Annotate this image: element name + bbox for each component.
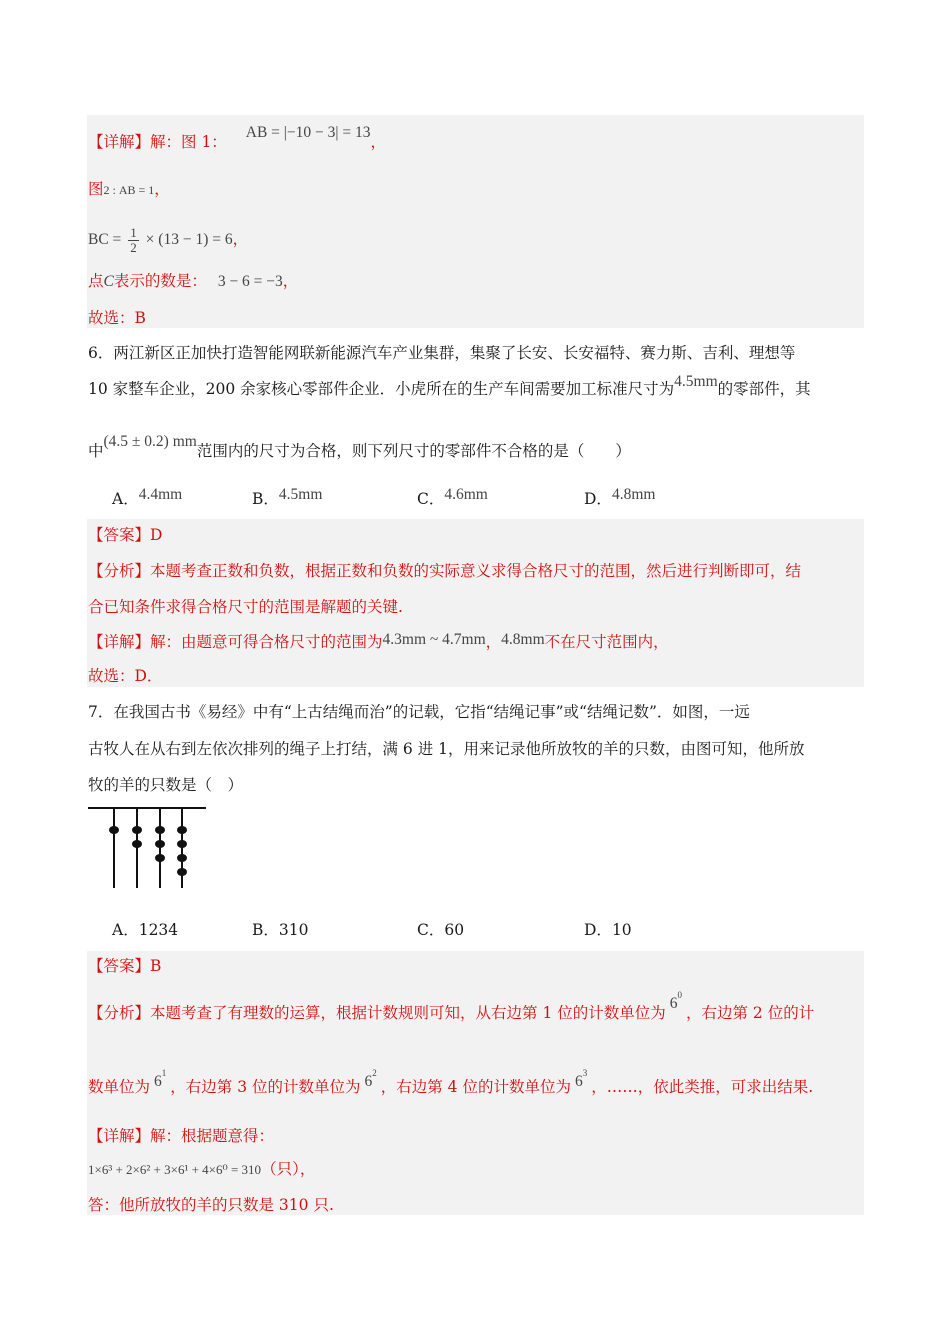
- fig2-math: 2 : AB = 1: [103, 183, 155, 197]
- pow-exp: 3: [582, 1068, 588, 1078]
- q7-analysis-line1: [88, 990, 815, 1025]
- q5-fig2-line: [88, 179, 170, 200]
- bc-right: × (13 − 1) = 6: [145, 231, 233, 248]
- bc-left: BC =: [88, 231, 122, 248]
- q6-analysis-line1: [88, 561, 801, 581]
- q6-line3-b: 范围内的尺寸为合格，则下列尺寸的零部件不合格的是（ ）: [196, 442, 631, 460]
- analysis-e: ，右边第 4 位的计数单位为: [380, 1078, 571, 1096]
- pow-base: 6: [669, 995, 678, 1012]
- option-value: 4.4mm: [138, 486, 183, 503]
- detail-math1: 4.3mm ~ 4.7mm: [382, 631, 486, 648]
- option-value: 60: [444, 921, 465, 939]
- option-value: 310: [278, 921, 309, 939]
- q6-option-a[interactable]: [112, 486, 183, 510]
- q6-option-c[interactable]: [417, 486, 488, 510]
- option-label: C．: [417, 490, 445, 508]
- knot: [132, 840, 142, 848]
- q5-bc-line: [88, 222, 248, 257]
- bc-suffix: ，: [232, 230, 249, 248]
- q5-choice: 故选：B: [88, 309, 146, 327]
- pow-6-3: [574, 1068, 588, 1090]
- detail-text: 解：根据题意得：: [150, 1127, 275, 1145]
- pow-base: 6: [154, 1073, 162, 1090]
- q6-line3: [88, 433, 631, 462]
- fig2-suffix: ，: [154, 180, 170, 198]
- pow-base: 6: [364, 1073, 373, 1090]
- comma: ，: [370, 133, 386, 151]
- option-label: B．: [252, 921, 279, 939]
- detail-comma: ，: [485, 633, 502, 651]
- knot: [155, 826, 165, 834]
- knot: [177, 868, 187, 876]
- pow-exp: 0: [677, 990, 682, 1000]
- knot: [177, 854, 187, 862]
- q6-line3-a: 中: [88, 442, 104, 460]
- bc-den: 2: [130, 239, 137, 255]
- knot: [155, 840, 165, 848]
- pow-6-1: [154, 1068, 167, 1090]
- option-value: 1234: [138, 921, 179, 939]
- q7-conclusion: 答：他所放牧的羊的只数是 310 只.: [88, 1196, 334, 1214]
- analysis-d: ，右边第 3 位的计数单位为: [170, 1078, 361, 1096]
- q6-line2-a: 10 家整车企业，200 余家核心零部件企业．小虎所在的生产车间需要加工标准尺寸为: [88, 380, 675, 398]
- option-value: 4.6mm: [444, 486, 488, 503]
- q7-detail: [88, 1126, 274, 1146]
- knot: [177, 826, 187, 834]
- knot: [132, 826, 142, 834]
- q6-analysis-line2: 合已知条件求得合格尺寸的范围是解题的关键.: [88, 598, 403, 616]
- knot: [109, 826, 119, 834]
- analysis-text: 本题考查正数和负数，根据正数和负数的实际意义求得合格尺寸的范围，然后进行判断即可，结: [150, 562, 802, 580]
- analysis-tag: 【分析】: [88, 562, 151, 580]
- pointc-text1: 点: [88, 272, 104, 290]
- pow-6-0: [669, 990, 682, 1012]
- pow-base: 6: [574, 1073, 583, 1090]
- pointc-suffix: ，: [282, 272, 299, 290]
- q6-line2: [88, 373, 811, 400]
- q6-option-b[interactable]: [252, 486, 323, 510]
- option-value: 4.8mm: [611, 486, 656, 503]
- analysis-a: 本题考查了有理数的运算，根据计数规则可知，从右边第 1 位的计数单位为: [150, 1004, 666, 1022]
- q7-answer: 【答案】B: [88, 957, 162, 975]
- option-label: A．: [112, 921, 139, 939]
- fig2-prefix: 图: [88, 180, 104, 198]
- knot: [177, 840, 187, 848]
- analysis-b: ，右边第 2 位的计: [685, 1004, 815, 1022]
- bc-num: 1: [130, 224, 137, 240]
- option-label: C．: [417, 921, 445, 939]
- q7-calc: [88, 1159, 315, 1180]
- option-label: D．: [584, 921, 612, 939]
- q7-option-c[interactable]: [417, 920, 464, 940]
- detail-text: 解：由题意可得合格尺寸的范围为: [150, 633, 383, 651]
- pointc-text2: 表示的数是：: [113, 272, 207, 290]
- q5-detail-line: [88, 124, 386, 153]
- detail-end: 不在尺寸范围内，: [544, 633, 669, 651]
- analysis-tag: 【分析】: [88, 1004, 151, 1022]
- analysis-c: 数单位为: [88, 1078, 151, 1096]
- pow-exp: 2: [372, 1068, 377, 1078]
- q7-analysis-line2: [88, 1068, 814, 1099]
- detail-math2: 4.8mm: [501, 631, 545, 648]
- option-value: 4.5mm: [278, 486, 323, 503]
- knotted-ropes-figure: [88, 806, 210, 890]
- q7-line1: 7．在我国古书《易经》中有“上古结绳而治”的记载，它指“结绳记事”或“结绳记数”．如图，一远: [88, 703, 750, 721]
- q6-choice: 故选：D．: [88, 667, 163, 685]
- q7-option-b[interactable]: [252, 920, 308, 940]
- calc-math: 1×6³ + 2×6² + 3×6¹ + 4×6⁰ = 310: [88, 1162, 262, 1177]
- pointc-math: 3 − 6 = −3: [217, 273, 283, 290]
- q7-line3: 牧的羊的只数是（ ）: [88, 776, 244, 794]
- option-value: 10: [611, 921, 632, 939]
- pow-6-2: [364, 1068, 377, 1090]
- q6-answer: 【答案】D: [88, 526, 163, 544]
- detail-tag: 【详解】: [88, 633, 151, 651]
- knot: [155, 854, 165, 862]
- calc-unit: （只），: [261, 1160, 316, 1178]
- q6-option-d[interactable]: [584, 486, 656, 510]
- option-label: B．: [252, 490, 279, 508]
- q5-pointc-line: [88, 271, 298, 292]
- q6-line2-math: 4.5mm: [674, 373, 718, 390]
- q6-line3-math: (4.5 ± 0.2) mm: [103, 433, 197, 450]
- q7-line2: 古牧人在从右到左依次排列的绳子上打结，满 6 进 1，用来记录他所放牧的羊的只数，由图可知，他所放: [88, 740, 805, 758]
- detail-tag: 【详解】: [88, 133, 151, 151]
- q7-option-d[interactable]: [584, 920, 632, 940]
- q6-line2-b: 的零部件，其: [717, 380, 811, 398]
- pointc-var: C: [103, 273, 114, 290]
- q6-line1: 6．两江新区正加快打造智能网联新能源汽车产业集群，集聚了长安、长安福特、赛力斯、吉利、理想等: [88, 344, 796, 362]
- q6-detail: [88, 632, 669, 653]
- analysis-f: ，……，依此类推，可求出结果.: [591, 1078, 814, 1096]
- pow-exp: 1: [161, 1068, 167, 1078]
- detail-math: AB = |−10 − 3| = 13: [245, 124, 371, 141]
- detail-text: 解：图 1：: [150, 133, 227, 151]
- detail-tag: 【详解】: [88, 1127, 151, 1145]
- q7-option-a[interactable]: [112, 920, 178, 940]
- bc-fraction: [128, 226, 139, 255]
- option-label: A．: [112, 490, 139, 508]
- option-label: D．: [584, 490, 612, 508]
